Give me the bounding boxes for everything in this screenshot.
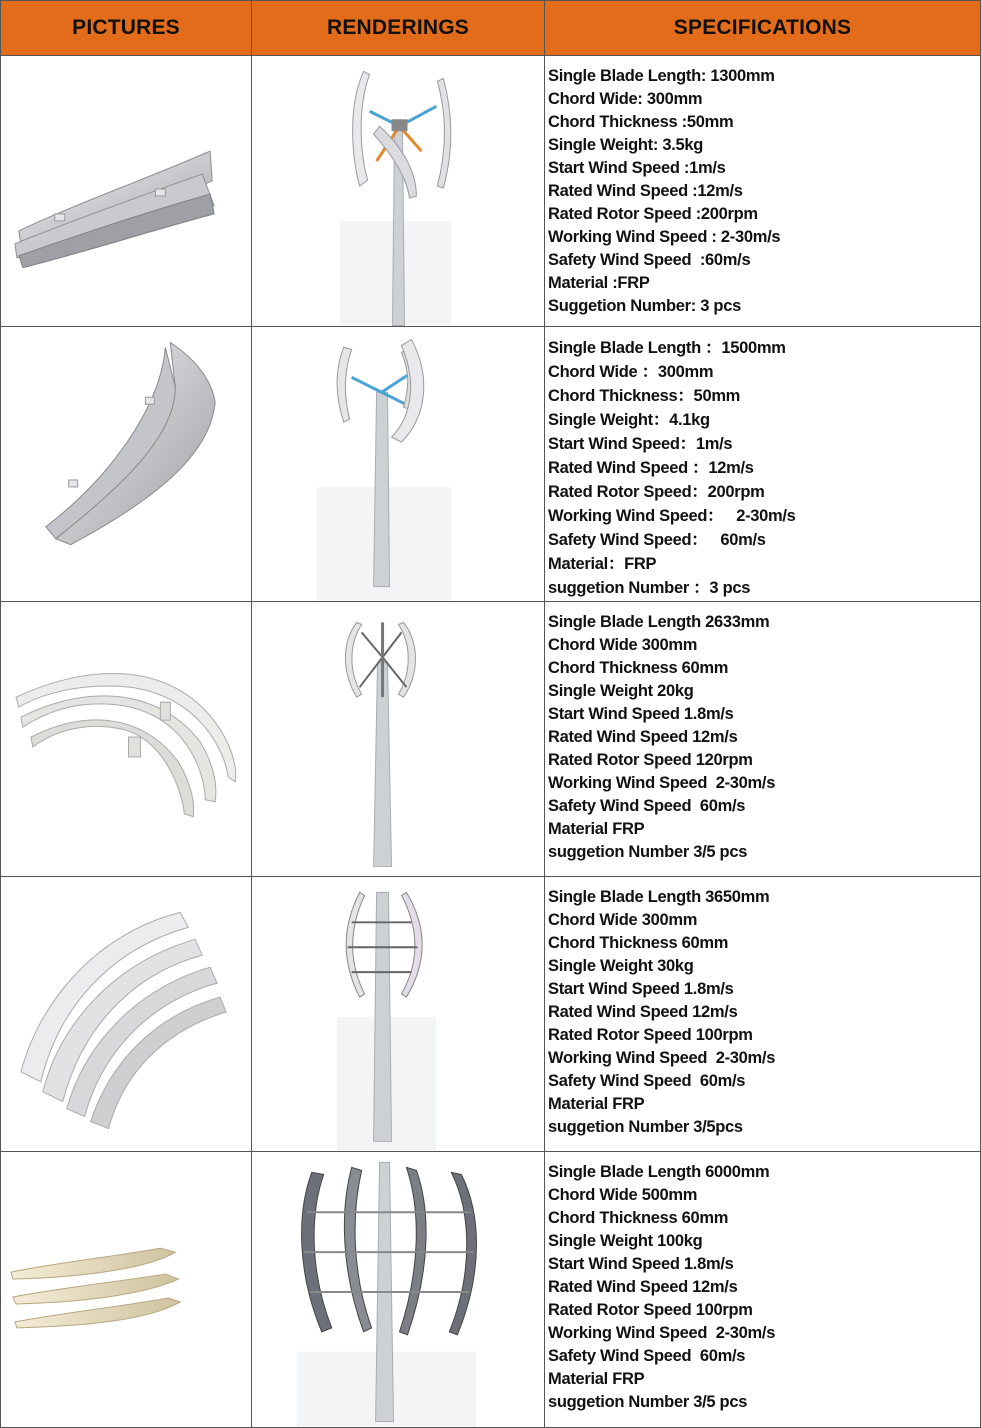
spec-line: Chord Thickness :50mm [548,113,734,131]
spec-line: Rated Wind Speed :12m/s [548,182,743,200]
spec-line: Start Wind Speed：1m/s [548,435,733,453]
table-row [1,877,981,1152]
spec-line: Working Wind Speed 2-30m/s [548,1049,776,1067]
spec-line: Working Wind Speed 2-30m/s [548,1324,776,1342]
spec-line: Chord Thickness：50mm [548,387,741,405]
spec-line: Single Blade Length 3650mm [548,888,770,906]
turbine-rendering-image [252,602,544,876]
spec-line: Chord Wide 500mm [548,1186,698,1204]
spec-line: Chord Wide 300mm [548,636,698,654]
blade-picture-image [1,602,251,876]
spec-line: Rated Wind Speed ：12m/s [548,459,754,477]
spec-line: Rated Wind Speed 12m/s [548,728,738,746]
header-pictures: PICTURES [1,1,252,56]
table-row [1,56,981,327]
specifications-cell [545,1152,981,1428]
spec-line: Rated Rotor Speed 120rpm [548,751,753,769]
spec-line: suggetion Number 3/5pcs [548,1118,743,1136]
spec-line: Material：FRP [548,555,657,573]
spec-line: Material :FRP [548,274,650,292]
picture-cell [1,327,252,602]
spec-line: Start Wind Speed 1.8m/s [548,705,734,723]
blade-picture-image [1,327,251,601]
picture-cell [1,1152,252,1428]
spec-line: Single Weight 20kg [548,682,694,700]
picture-cell [1,877,252,1152]
spec-line: Single Blade Length ：1500mm [548,339,786,357]
spec-line: Rated Wind Speed 12m/s [548,1003,738,1021]
spec-line: Chord Thickness 60mm [548,659,729,677]
rendering-cell [252,1152,545,1428]
spec-line: Single Weight: 3.5kg [548,136,704,154]
spec-line: Safety Wind Speed 60m/s [548,1347,746,1365]
table-row [1,602,981,877]
spec-line: Single Weight 30kg [548,957,694,975]
header-renderings: RENDERINGS [252,1,545,56]
rendering-cell [252,56,545,327]
turbine-rendering-image [252,327,544,601]
rendering-cell [252,602,545,877]
spec-line: suggetion Number 3/5 pcs [548,843,748,861]
turbine-rendering-image [252,877,544,1151]
specifications-cell [545,56,981,327]
spec-line: Single Blade Length 6000mm [548,1163,770,1181]
specifications-cell [545,602,981,877]
spec-line: Safety Wind Speed 60m/s [548,1072,746,1090]
rendering-cell [252,877,545,1152]
turbine-rendering-image [252,56,544,326]
spec-line: Working Wind Speed 2-30m/s [548,774,776,792]
spec-line: Rated Rotor Speed：200rpm [548,483,765,501]
spec-line: Safety Wind Speed： 60m/s [548,531,766,549]
picture-cell [1,56,252,327]
blade-picture-image [1,56,251,326]
spec-line: suggetion Number ：3 pcs [548,579,751,597]
spec-line: Chord Wide: 300mm [548,90,703,108]
turbine-rendering-image [252,1152,544,1427]
picture-cell [1,602,252,877]
spec-line: Material FRP [548,1095,645,1113]
spec-line: Material FRP [548,820,645,838]
spec-line: Chord Wide ：300mm [548,363,714,381]
spec-line: Start Wind Speed :1m/s [548,159,726,177]
header-row [1,1,981,56]
spec-line: Material FRP [548,1370,645,1388]
spec-line: Chord Wide 300mm [548,911,698,929]
spec-line: suggetion Number 3/5 pcs [548,1393,748,1411]
spec-line: Start Wind Speed 1.8m/s [548,980,734,998]
spec-line: Single Weight 100kg [548,1232,703,1250]
spec-line: Rated Wind Speed 12m/s [548,1278,738,1296]
spec-line: Working Wind Speed : 2-30m/s [548,228,781,246]
table-row [1,327,981,602]
spec-line: Single Weight：4.1kg [548,411,710,429]
spec-line: Suggetion Number: 3 pcs [548,297,741,315]
specifications-cell [545,877,981,1152]
rendering-cell [252,327,545,602]
spec-line: Rated Rotor Speed 100rpm [548,1301,753,1319]
spec-line: Single Blade Length 2633mm [548,613,770,631]
spec-line: Chord Thickness 60mm [548,1209,729,1227]
spec-line: Start Wind Speed 1.8m/s [548,1255,734,1273]
header-specifications: SPECIFICATIONS [545,1,981,56]
spec-line: Chord Thickness 60mm [548,934,729,952]
blade-picture-image [1,1152,251,1427]
spec-line: Rated Rotor Speed :200rpm [548,205,758,223]
spec-line: Single Blade Length: 1300mm [548,67,775,85]
spec-line: Safety Wind Speed :60m/s [548,251,751,269]
table-row [1,1152,981,1428]
spec-line: Working Wind Speed： 2-30m/s [548,507,796,525]
spec-line: Rated Rotor Speed 100rpm [548,1026,753,1044]
spec-line: Safety Wind Speed 60m/s [548,797,746,815]
blade-picture-image [1,877,251,1151]
specifications-cell [545,327,981,602]
